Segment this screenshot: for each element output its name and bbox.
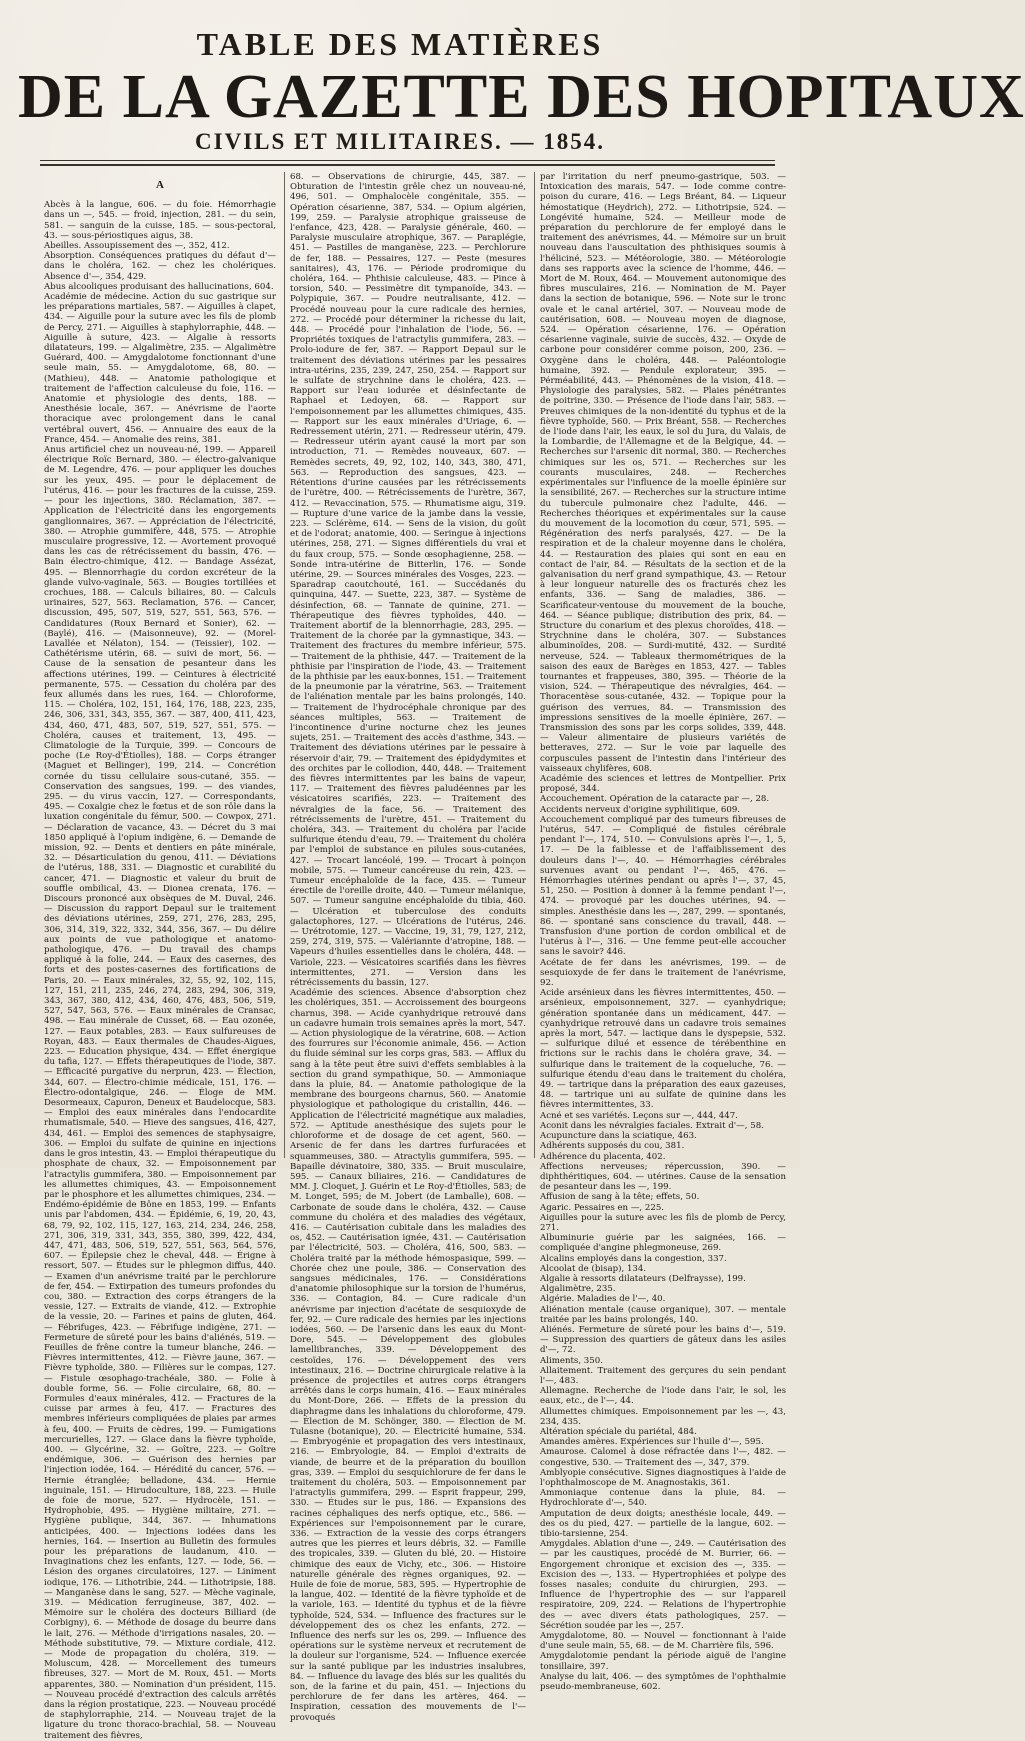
- index-entry: Adhérents supposés du cou, 381.: [540, 1141, 685, 1152]
- index-entry: Affections nerveuses; répercussion, 390. — diphthéritiques, 604. — utérines. Cause de la sensation de pesanteur dans les —, 199.: [540, 1161, 786, 1193]
- index-entry: Amygdales. Ablation d'une —, 249. — Cautérisation des — par les caustiques, procédé de M. Burrier, 66. — Engorgement chronique et excision des —, 335. — Excision des —, 133. — Hypertrophiées et polype des fosses nasales; conduite du chirurgien, 293. — Influence de l'hypertrophie des — sur l'appareil respiratoire, 209, 224. — Relations de l'hypertrophie des — avec divers états pathologiques, 257. — Sécrétion soudée par les —, 257.: [540, 1539, 786, 1631]
- index-entry: Alcalins employés dans la congestion, 337.: [540, 1253, 727, 1264]
- index-entry: Algérie. Maladies de l'—, 40.: [540, 1294, 666, 1305]
- index-entry: Accouchement. Opération de la cataracte par —, 28.: [540, 794, 770, 805]
- index-entry: Accouchement compliqué par des tumeurs fibreuses de l'utérus, 547. — Compliqué de fistules cérébrale pendant l'—, 174, 510. — Convulsions après l'—, 1, 5, 17. — De la faiblesse et de l'affaiblissement des douleurs dans l'—, 40. — Hémorrhagies cérébrales survenues avant ou pendant l'—, 465, 476. — Hémorrhagies utérines pendant ou après l'—, 37, 45, 51, 250. — Position à donner à la femme pendant l'—, 474. — provoqué par les douches utérines, 94. — simples. Anesthésie dans les —, 287, 299. — spontanés, 86. — spontané sans conscience du travail, 448. — Transfusion d'une portion de cordon ombilical et de l'utérus à l'—, 316. — Une femme peut-elle accoucher sans le savoir? 446.: [540, 814, 786, 958]
- header-rule-thick: [40, 164, 775, 166]
- index-column-1: [44, 172, 277, 1741]
- index-entry: Allemagne. Recherche de l'iode dans l'air, le sol, les eaux, etc., de l'—, 44.: [540, 1386, 786, 1407]
- index-entry: Ammoniaque contenue dans la pluie, 84. — Hydrochlorate d'—, 540.: [540, 1488, 786, 1509]
- index-entry: Abus alcooliques produisant des hallucinations, 604.: [44, 281, 274, 292]
- column-divider: [284, 172, 285, 1158]
- index-entry: Adhérence du placenta, 402.: [540, 1151, 666, 1162]
- index-entry: Abeilles. Assoupissement des —, 352, 412.: [44, 241, 230, 252]
- index-entry: Analyse du lait, 406. — des symptômes de l'ophthalmie pseudo-membraneuse, 602.: [540, 1671, 786, 1693]
- index-entry: Algalie à ressorts dilatateurs (Delfraysse), 199.: [540, 1273, 746, 1284]
- header-supertitle: TABLE DES MATIÈRES: [196, 26, 604, 62]
- index-entry: Académie des sciences. Absence d'absorption chez les cholériques, 351. — Accroissement des bourgeons charnus, 398. — Acide cyanhydrique retrouvé dans un cadavre humain trois semaines après la mort, 547. — Action physiologique de la vératrine, 608. — Action des fourrures sur l'économie animale, 456. — Action du fluide séminal sur les corps gras, 583. — Afflux du sang à la tête peut être suivi d'effets semblables à la section du grand sympathique, 50. — Ammoniaque dans la pluie, 84. — Anatomie pathologique de la membrane des bourgeons charnus, 560. — Anatomie physiologique et pathologique du cristallin, 446. — Application de l'électricité magnétique aux maladies, 572. — Aptitude anesthésique des sujets pour le chloroforme et de dosage de cet agent, 560. — Arsenic de fer dans les dartres furfuracées et squammeuses, 380. — Atractylis gummifera, 595. — Bapaille dévinatoire, 380, 335. — Bruit musculaire, 595. — Canaux biliaires, 216. — Candidatures de MM. J. Cloquet, J. Guérin et Le Roy-d'Étiolles, 583; de M. Longet, 595; de M. Jobert (de Lamballe), 608. — Carbonate de soude dans le choléra, 432. — Cause commune du choléra et des maladies des végétaux, 416. — Cautérisation cubitale dans les maladies des os, 452. — Cautérisation ignée, 431. — Cautérisation par l'électricité, 503. — Choléra, 416, 500, 583. — Choléra traité par la méthode hémospasique, 599. — Chorée chez une poule, 386. — Conservation des sangsues médicinales, 176. — Considérations d'anatomie philosophique sur la torsion de l'humérus, 336. — Contagion, 84. — Cure radicale d'un anévrisme par injection d'acétate de sesquioxyde de fer, 92. — Cure radicale des hernies par les injections iodées, 560. — De l'arsenic dans les eaux du Mont-Dore, 545. — Développement des globules lamellibranches, 339. — Développement des cestoïdes, 176. — Développement des vers intestinaux, 216. — Doctrine chirurgicale relative à la présence de projectiles et autres corps étrangers arrêtés dans le corps humain, 416. — Eaux minérales du Mont-Dore, 266. — Effets de la pression du diaphragme dans les inhalations du chloroforme, 479. — Élection de M. Schönger, 380. — Élection de M. Tulasne (botanique), 20. — Électricité humaine, 534. — Embryogénie et propagation des vers intestinaux, 216. — Embryologie, 84. — Emploi d'extraits de viande, de beurre et de la préparation du bouillon gras, 339. — Emploi du sesquichlorure de fer dans le traitement du choléra, 503. — Empoisonnement par l'atractylis gummifera, 299. — Esprit frappeur, 299, 330. — Études sur le pus, 186. — Expansions des racines céphaliques des nerfs optique, etc., 586. — Expériences sur l'empoisonnement par le curare, 336. — Extraction de la vessie des corps étrangers autres que les pierres et leurs débris, 32. — Famille des tropicales, 339. — Gluten du blé, 20. — Histoire chimique des eaux de Vichy, etc., 306. — Histoire naturelle générale des règnes organiques, 92. — Huile de foie de morue, 583, 595. — Hypertrophie de la langue, 402. — Identité de la fièvre typhoïde et de la variole, 163. — Identité du typhus et de la fièvre typhoïde, 524, 534. — Influence des fractures sur le développement des os chez les enfants, 272. — Influence des nerfs sur les os, 299. — Influence des opérations sur le système nerveux et recrutement de la douleur sur l'organisme, 524. — Influence exercée sur la santé publique par les industries insalubres, 84. — Influence du lavage des blés sur les qualités du son, de la farine et du pain, 451. — Injections du perchlorure de fer dans les artères, 464. — Inspiration, cessation des mouvements de l'— provoqués: [290, 988, 526, 1723]
- index-column-3: [540, 172, 786, 1693]
- index-entry: Académie des sciences et lettres de Montpellier. Prix proposé, 344.: [540, 773, 786, 795]
- index-entry: Albuminurie guérie par les saignées, 166. — compliquée d'angine phlegmoneuse, 269.: [540, 1233, 786, 1254]
- index-entry: Absorption. Conséquences pratiques du défaut d'— dans le choléra, 162. — chez les cholériques. Absence d'—, 354, 429.: [44, 251, 276, 282]
- index-entry: Aiguilles pour la suture avec les fils de plomb de Percy, 271.: [540, 1212, 786, 1233]
- index-entry: Allaitement. Traitement des gerçures du sein pendant l'—, 483.: [540, 1365, 786, 1386]
- index-entry: Alcoolat de (bisap), 134.: [540, 1263, 647, 1274]
- index-entry: Acide arsénieux dans les fièvres intermittentes, 450. — arsénieux, empoisonnement, 327. — cyanhydrique; génération spontanée dans un médicament, 447. — cyanhydrique retrouvé dans un cadavre trois semaines après la mort, 547. — lactique dans le dyspepsie, 532. — sulfurique dilué et essence de térébenthine en frictions sur le rachis dans le choléra grave, 34. — sulfurique dans le traitement de la coqueluche, 76. — sulfurique étendu d'eau dans le traitement du choléra, 49. — tartrique dans la préparation des eaux gazeuses, 48. — tartrique uni au sulfate de quinine dans les fièvres intermittentes, 33.: [540, 988, 786, 1111]
- index-entry: Amandes amères. Expériences sur l'huile d'—, 595.: [540, 1437, 764, 1448]
- index-entry: Académie de médecine. Action du suc gastrique sur les préparations martiales, 587. — Aiguilles à clapet, 434. — Aiguille pour la suture avec les fils de plomb de Percy, 271. — Aiguilles à staphylorraphie, 448. — Aiguille à suture, 423. — Algalie à ressorts dilatateurs, 199. — Algalimètre, 235. — Algalimètre Guérard, 400. — Amygdalotome fonctionnant d'une seule main, 55. — Amygdalotome, 68, 80. — (Mathieu), 448. — Anatomie pathologique et traitement de l'affection calculeuse du foie, 116. — Anatomie et physiologie des dents, 188. — Anesthésie locale, 367. — Anévrisme de l'aorte thoracique avec prolongement dans le canal vertébral ouvert, 456. — Annuaire des eaux de la France, 454. — Anomalie des reins, 381.: [44, 292, 276, 445]
- header-subtitle: CIVILS ET MILITAIRES. — 1854.: [195, 129, 605, 154]
- index-entry: Aliénés. Fermeture de sûreté pour les bains d'—, 519. — Suppression des quartiers de gâteux dans les asiles d'—, 72.: [540, 1324, 786, 1356]
- index-entry: Anus artificiel chez un nouveau-né, 199. — Appareil électrique Roïc Bernard, 380. — électro-galvanique de M. Legendre, 476. — pour appliquer les douches sur les yeux, 495. — pour le déplacement de l'utérus, 416. — pour les fractures de la cuisse, 259. — pour les injections, 380. Réclamation, 387. — Application de l'électricité dans les engorgements ganglionnaires, 367. — Appréciation de l'électricité, 380. — Atrophie gummifère, 448, 575. — Atrophie musculaire progressive, 12. — Avortement provoqué dans les cas de rétrécissement du bassin, 476. — Bain électro-chimique, 412. — Bandage Assézat, 495. — Blennorrhagie du cordon excréteur de la glande vulvo-vaginale, 563. — Bougies tortillées et crochues, 188. — Calculs biliaires, 80. — Calculs urinaires, 527, 563. Reclamation, 576. — Cancer, discussion, 495, 507, 519, 527, 551, 563, 576. — Candidatures (Roux Bernard et Sonier), 62. — (Baylé), 416. — (Maisonneuve), 92. — (Morel-Lavallée et Nélaton), 154. — (Teissier), 102. — Cathétérisme utérin, 68. — suivi de mort, 56. — Cause de la sensation de pesanteur dans les affections utérines, 199. — Ceintures à électricité permanente, 575. — Cessation du choléra par des feux allumés dans les rues, 164. — Chloroforme, 115. — Choléra, 102, 151, 164, 176, 188, 223, 235, 246, 306, 331, 343, 355, 367. — 387, 400, 411, 423, 434, 460, 471, 483, 507, 519, 527, 551, 575. — Choléra, causes et traitement, 13, 495. — Climatologie de la Turquie, 399. — Concours de poche (Le Roy-d'Étiolles), 188. — Corps étranger (Maguet et Bellinger), 199, 214. — Concrétion cornée du tissu cellulaire sous-cutané, 355. — Conservation des sangsues, 199. — des viandes, 295. — du virus vaccin, 127. — Correspondants, 495. — Coxalgie chez le fœtus et de son rôle dans la luxation congénitale du fémur, 500. — Cowpox, 271. — Déclaration de vacance, 43. — Décret du 3 mai 1850 appliqué à l'opium indigène, 6. — Demande de mission, 92. — Dents et dentiers en pâte minérale, 32. — Désarticulation du genou, 411. — Déviations de l'utérus, 188, 331. — Diagnostic et curabilité du cancer, 471. — Diagnostic et valeur du bruit de souffle ombilical, 43. — Dionea crenata, 176. — Discours prononcé aux obsèques de M. Duval, 246. — Discussion du rapport Depaul sur le traitement des déviations utérines, 259, 271, 276, 283, 295, 306, 314, 319, 322, 332, 344, 356, 367. — Du délire aux points de vue pathologique et anatomo-pathologique, 476. — Du travail des champs appliqué à la folie, 244. — Eaux des casernes, des forts et des postes-casernes des fortifications de Paris, 20. — Eaux minérales, 32, 55, 92, 102, 115, 127, 151, 211, 235, 246, 274, 283, 294, 306, 319, 343, 367, 380, 412, 434, 460, 476, 483, 506, 519, 527, 547, 563, 576. — Eaux minérales de Cransac, 498. — Eau minérale de Cusset, 68. — Eau ozonée, 127. — Eaux potables, 283. — Eaux sulfureuses de Royan, 483. — Eaux thermales de Chaudes-Aigues, 223. — Education physique, 434. — Effet énergique du tafia, 127. — Effets thérapeutiques de l'iode, 387. — Efficacité purgative du nerprun, 423. — Élection, 344, 607. — Électro-chimie médicale, 151, 176. — Électro-odontalgique, 246. — Éloge de MM. Desormeaux, Capuron, Deneux et Baudelocque, 583. — Emploi des eaux minérales dans l'endocardite rhumatismale, 540. — Hieve des sangsues, 416, 427, 434, 461. — Emploi des semences de staphysaigre, 306. — Emploi du sulfate de quinine en injections dans le gros intestin, 43. — Emploi thérapeutique du phosphate de chaux, 32. — Empoisonnement par l'atractylis gummifera, 380. — Empoisonnement par les allumettes chimiques, 43. — Empoisonnement par le phosphore et les allumettes chimiques, 234. — Endémo-épidémie de Bône en 1853, 199. — Enfants unis par l'abdomen, 434. — Épidémie, 6, 19, 20, 43, 68, 79, 92, 102, 115, 127, 163, 214, 234, 246, 258, 271, 306, 319, 331, 343, 355, 380, 399, 422, 434, 447, 471, 483, 506, 519, 527, 551, 563, 564, 576, 607. — Épilepsie chez le cheval, 448. — Érigne à ressort, 507. — Études sur le phlegmon diffus, 440. — Examen d'un anévrisme traité par le perchlorure de fer, 454. — Extirpation des tumeurs profondes du cou, 380. — Extraction des corps étrangers de la vessie, 127. — Extraits de viande, 412. — Extrophie de la vessie, 20. — Farines et pains de gluten, 464. — Fébrifuges, 423. — Fébrifuge indigène, 271. — Fermeture de sûreté pour les bains d'aliénés, 519. — Feuilles de frêne contre la tumeur blanche, 246. — Fièvres intermittentes, 412. — Fièvre jaune, 367. — Fièvre typhoïde, 380. — Filières sur le compas, 127. — Fistule œsophago-trachéale, 380. — Folie à double forme, 56. — Folie circulaire, 68, 80. — Formules d'eaux minérales, 412. — Fractures de la cuisse par armes à feu, 417. — Fractures des membres inférieurs compliquées de plaies par armes à feu, 400. — Fruits de cèdres, 199. — Fumigations mercurielles, 127. — Glace dans la fièvre typhoïde, 400. — Glycérine, 32. — Goître, 223. — Goître endémique, 306. — Guérison des hernies par l'injection iodée, 164. — Hérédité du cancer, 576. — Hernie étranglée; belladone, 434. — Hernie inguinale, 151. — Hirudoculture, 188, 223. — Huile de foie de morue, 527. — Hydrocèle, 151. — Hydrophobie, 495. — Hygiène militaire, 271. — Hygiène publique, 344, 367. — Inhumations anticipées, 400. — Injections iodées dans les hernies, 164. — Insertion au Bulletin des formules pour les préparations de laudanum, 410. — Invaginations chez les enfants, 127. — Iode, 56. — Lésion des organes circulatoires, 127. — Liniment iodique, 176. — Lithotribie, 244. — Lithotripsie, 188. — Manganèse dans le sang, 527. — Mèche vaginale, 319. — Médication ferrugineuse, 387, 402. — Mémoire sur le choléra des docteurs Billiard (de Corbigny), 6. — Méthode de dosage du beurre dans le lait, 276. — Méthode d'irrigations nasales, 20. — Méthode substitutive, 79. — Mixture cordiale, 412. — Mode de propagation du choléra, 319. — Moluscum, 428. — Morcellement des tumeurs fibreuses, 327. — Mort de M. Roux, 451. — Morts apparentes, 380. — Nomination d'un président, 115. — Nouveau procédé d'extraction des calculs arrêtés dans la région prostatique, 223. — Nouveau procédé de staphylorraphie, 214. — Nouveau trajet de la ligature du tronc thoraco-brachial, 58. — Nouveau traitement des fièvres,: [44, 445, 277, 1741]
- index-entry: 68. — Observations de chirurgie, 445, 387. — Obturation de l'intestin grêle chez un nouveau-né, 496, 501. — Omphalocèle congénitale, 355. — Opération césarienne, 387, 534. — Opium algérien, 199, 259. — Paralysie atrophique graisseuse de l'enfance, 423, 428. — Paralysie générale, 460. — Paralysie musculaire atrophique, 367. — Paraplégie, 451. — Pastilles de manganèse, 223. — Perchlorure de fer, 188. — Pessaires, 127. — Peste (mesures sanitaires), 43, 176. — Période prodromique du choléra, 164. — Phthisie calculeuse, 483. — Pince à torsion, 540. — Pessimètre dit tympanoïde, 343. — Polypiquie, 367. — Poudre neutralisante, 412. — Procédé nouveau pour la cure radicale des hernies, 272. — Procédé pour déterminer la richesse du lait, 448. — Procédé pour l'inhalation de l'iode, 56. — Propriétés toxiques de l'atractylis gummifera, 283. — Prolo-iodure de fer, 387. — Rapport Depaul sur le traitement des déviations utérines par les pessaires intra-utérins, 235, 239, 247, 250, 254. — Rapport sur le sulfate de strychnine dans le choléra, 423. — Rapport sur l'eau iodurée et désinfectante de Raphael et Ledoyen, 68. — Rapport sur l'empoisonnement par les allumettes chimiques, 435. — Rapport sur les eaux minérales d'Uriage, 6. — Redressement utérin, 271. — Redresseur utérin, 479. — Redresseur utérin ayant causé la mort par son introduction, 71. — Remèdes nouveaux, 607. — Remèdes secrets, 49, 92, 102, 140, 343, 380, 471, 563. — Reproduction des sangsues, 423. — Rétentions d'urine causées par les rétrécissements de l'urètre, 400. — Rétrécissements de l'urètre, 367, 412. — Revaccination, 575. — Rhumatisme aigu, 319. — Rupture d'une varice de la jambe dans la vessie, 223. — Sclérème, 614. — Sens de la vision, du goût et de l'odorat; anatomie, 400. — Seringue à injections utérines, 258, 271. — Signes différentiels du vrai et du faux croup, 575. — Sonde œsophagienne, 258. — Sonde intra-utérine de Bitterlin, 176. — Sonde utérine, 29. — Sources minérales des Vosges, 223. — Sparadrap caoutchouté, 161. — Succédanés du quinquina, 447. — Suette, 223, 387. — Système de désinfection, 68. — Tannate de quinine, 271. — Thérapeutique des fièvres typhoïdes, 440. — Traitement abortif de la blennorrhagie, 283, 295. — Traitement de la chorée par la gymnastique, 343. — Traitement des fractures du membre inférieur, 575. — Traitement de la phthisie, 447. — Traitement de la phthisie par l'inspiration de l'iode, 43. — Traitement de la phthisie par les eaux-bonnes, 151. — Traitement de la pneumonie par la vératrine, 563. — Traitement de l'aliénation mentale par les bains prolongés, 140. — Traitement de l'hydrocéphale chronique par des séances multiples, 563. — Traitement de l'incontinence d'urine nocturne chez les jeunes sujets, 251. — Traitement des accès d'asthme, 343. — Traitement des déviations utérines par le pessaire à réservoir d'air, 79. — Traitement des épidydymites et des orchites par le collodion, 440, 448. — Traitement des fièvres intermittentes par les bains de vapeur, 117. — Traitement des fièvres paludéennes par les vésicatoires scarifiés, 223. — Traitement des névralgies de la face, 56. — Traitement des rétrécissements de l'urètre, 451. — Traitement du choléra, 343. — Traitement du choléra par l'acide sulfurique étendu d'eau, 79. — Traitement du choléra par l'emploi de substance en pilules sous-cutanées, 427. — Trocart lancéolé, 199. — Trocart à poinçon mobile, 575. — Tumeur cancéreuse du rein, 423. — Tumeur encéphaloïde de la face, 435. — Tumeur érectile de l'oreille droite, 440. — Tumeur mélanique, 507. — Tumeur sanguine encéphaloïde du tibia, 460. — Ulcération et tuberculose des conduits galactophores, 127. — Ulcérations de l'utérus, 246. — Urétrotomie, 127. — Vaccine, 19, 31, 79, 127, 212, 259, 274, 319, 575. — Valériannte d'atropine, 188. — Vapeurs d'huiles essentielles dans le choléra, 448. — Variole, 223. — Vésicatoires scarifiés dans les fièvres intermittentes, 271. — Version dans les rétrécissements du bassin, 127.: [290, 172, 526, 989]
- index-entry: Amputation de deux doigts; anesthésie locale, 449. — des os du pied, 427. — partielle de la langue, 602. — tibio-tarsienne, 254.: [540, 1508, 786, 1540]
- index-entry: par l'irritation du nerf pneumo-gastrique, 503. — Intoxication des marais, 547. — Iode comme contre-poison du curare, 416. — Legs Bréant, 84. — Liqueur hémostatique (Heydrich), 272. — Lithotripsie, 524. — Longévité humaine, 524. — Meilleur mode de préparation du perchlorure de fer employé dans le traitement des anévrismes, 44. — Mémoire sur un bruit nouveau dans l'auscultation des phthisiques soumis à l'héliciné, 523. — Météorologie, 380. — Météorologie dans ses rapports avec la science de l'homme, 446. — Mort de M. Roux, 464. — Mouvement autonomique des fibres musculaires, 216. — Nomination de M. Payer dans la section de botanique, 596. — Note sur le tronc ovale et le canal artériel, 307. — Nouveau mode de cautérisation, 608. — Nouveau moyen de diagnose, 524. — Opération césarienne, 176. — Opération césarienne vaginale, suivie de succès, 432. — Oxyde de carbone pour considérer comme poison, 200, 236. — Oxygène dans le choléra, 448. — Paléontologie humaine, 392. — Pendule explorateur, 395. — Pérméabilité, 443. — Phénomènes de la vision, 418. — Physiologie des paralysies, 582. — Plaies pénétrantes de poitrine, 330. — Présence de l'iode dans l'air, 583. — Preuves chimiques de la non-identité du typhus et de la fièvre typhoïde, 560. — Prix Bréant, 558. — Recherches de l'iode dans l'air, les eaux, le sol du Jura, du Valais, de la Lombardie, de l'Allemagne et de la Belgique, 44. — Recherches sur l'arsenic dit normal, 380. — Recherches chimiques sur les os, 571. — Recherches sur les courants musculaires, 248. — Recherches expérimentales sur l'influence de la moelle épinière sur la sensibilité, 267. — Recherches sur la structure intime du tubercule pulmonaire chez l'adulte, 446. — Recherches théoriques et expérimentales sur la cause du mouvement de la locomotion du cœur, 571, 595. — Régénération des nerfs paralysés, 427. — De la respiration et de la chaleur moyenne dans le choléra, 44. — Restauration des plaies qui sont en eau en contact de l'air, 84. — Résultats de la section et de la galvanisation du nerf grand sympathique, 43. — Retour à leur longueur naturelle des os fracturés chez les enfants, 336. — Sang de maladies, 386. — Scarificateur-ventouse du mouvement de la bouche, 464. — Séance publique; distribution des prix, 84. — Structure du conarium et des plexus choroïdes, 418. — Strychnine dans le choléra, 307. — Substances albuminoïdes, 208. — Surdi-mutité, 432. — Surdité nerveuse, 524. — Tableaux thermométriques de la saison des eaux de Barèges en 1853, 427. — Tables tournantes et frappeuses, 380, 395. — Théorie de la vision, 524. — Thérapeutique des névralgies, 464. — Thoracentèse sous-cutanée, 432. — Topique pour la guérison des verrues, 84. — Transmission des impressions sensitives de la moelle épinière, 267. — Transmission des sons par les corps solides, 339, 448. — Valeur alimentaire de plusieurs variétés de betteraves, 272. — Sur le voie par laquelle des corpuscules passent de l'intestin dans l'intérieur des vaisseaux chylifères, 608.: [540, 172, 786, 774]
- index-entry: Acétate de fer dans les anévrismes, 199. — de sesquioxyde de fer dans le traitement de l'anévrisme, 92.: [540, 957, 786, 989]
- index-columns: [44, 172, 786, 1741]
- index-entry: Amblyopie consécutive. Signes diagnostiques à l'aide de l'ophthalmoscope de M. Anagnostakis, 361.: [540, 1467, 786, 1488]
- index-entry: Amaurose. Calomel à dose réfractée dans l'—, 482. — congestive, 530. — Traitement des —, 347, 379.: [540, 1447, 786, 1468]
- index-entry: Acné et ses variétés. Leçons sur —, 444, 447.: [540, 1110, 738, 1121]
- header-rule-thin: [40, 160, 775, 161]
- index-entry: Aconit dans les névralgies faciales. Extrait d'—, 58.: [540, 1120, 764, 1131]
- index-entry: Amygdalotome, 80. — Nouvel — fonctionnant à l'aide d'une seule main, 55, 68. — de M. Charrière fils, 596.: [540, 1631, 786, 1652]
- index-entry: Algalimètre, 235.: [540, 1284, 616, 1295]
- index-entry: Allumettes chimiques. Empoisonnement par les —, 43, 234, 435.: [540, 1406, 786, 1427]
- index-entry: Aliénation mentale (cause organique), 307. — mentale traitée par les bains prolongés, 140.: [540, 1304, 786, 1325]
- index-entry: Accidents nerveux d'origine syphilitique, 609.: [540, 804, 741, 815]
- index-entry: Amygdalotomie pendant la période aiguë de l'angine tonsillaire, 397.: [540, 1651, 786, 1672]
- section-letter: A: [156, 179, 164, 191]
- index-entry: Aliments, 350.: [540, 1355, 603, 1366]
- column-divider: [534, 172, 535, 1158]
- index-entry: Acupuncture dans la sciatique, 463.: [540, 1131, 697, 1142]
- index-entry: Agaric. Pessaires en —, 225.: [540, 1202, 665, 1213]
- index-entry: Altération spéciale du pariétal, 484.: [540, 1426, 697, 1437]
- index-column-2: [290, 172, 526, 1723]
- index-entry: Affusion de sang à la tête; effets, 50.: [540, 1192, 700, 1203]
- header-title: DE LA GAZETTE DES HOPITAUX: [18, 63, 1025, 131]
- index-entry: Abcès à la langue, 606. — du foie. Hémorrhagie dans un —, 545. — froid, injection, 281. — du sein, 581. — sanguin de la cuisse, 185. — sous-pectoral, 43. — sous-périostiques aigus, 38.: [44, 200, 276, 241]
